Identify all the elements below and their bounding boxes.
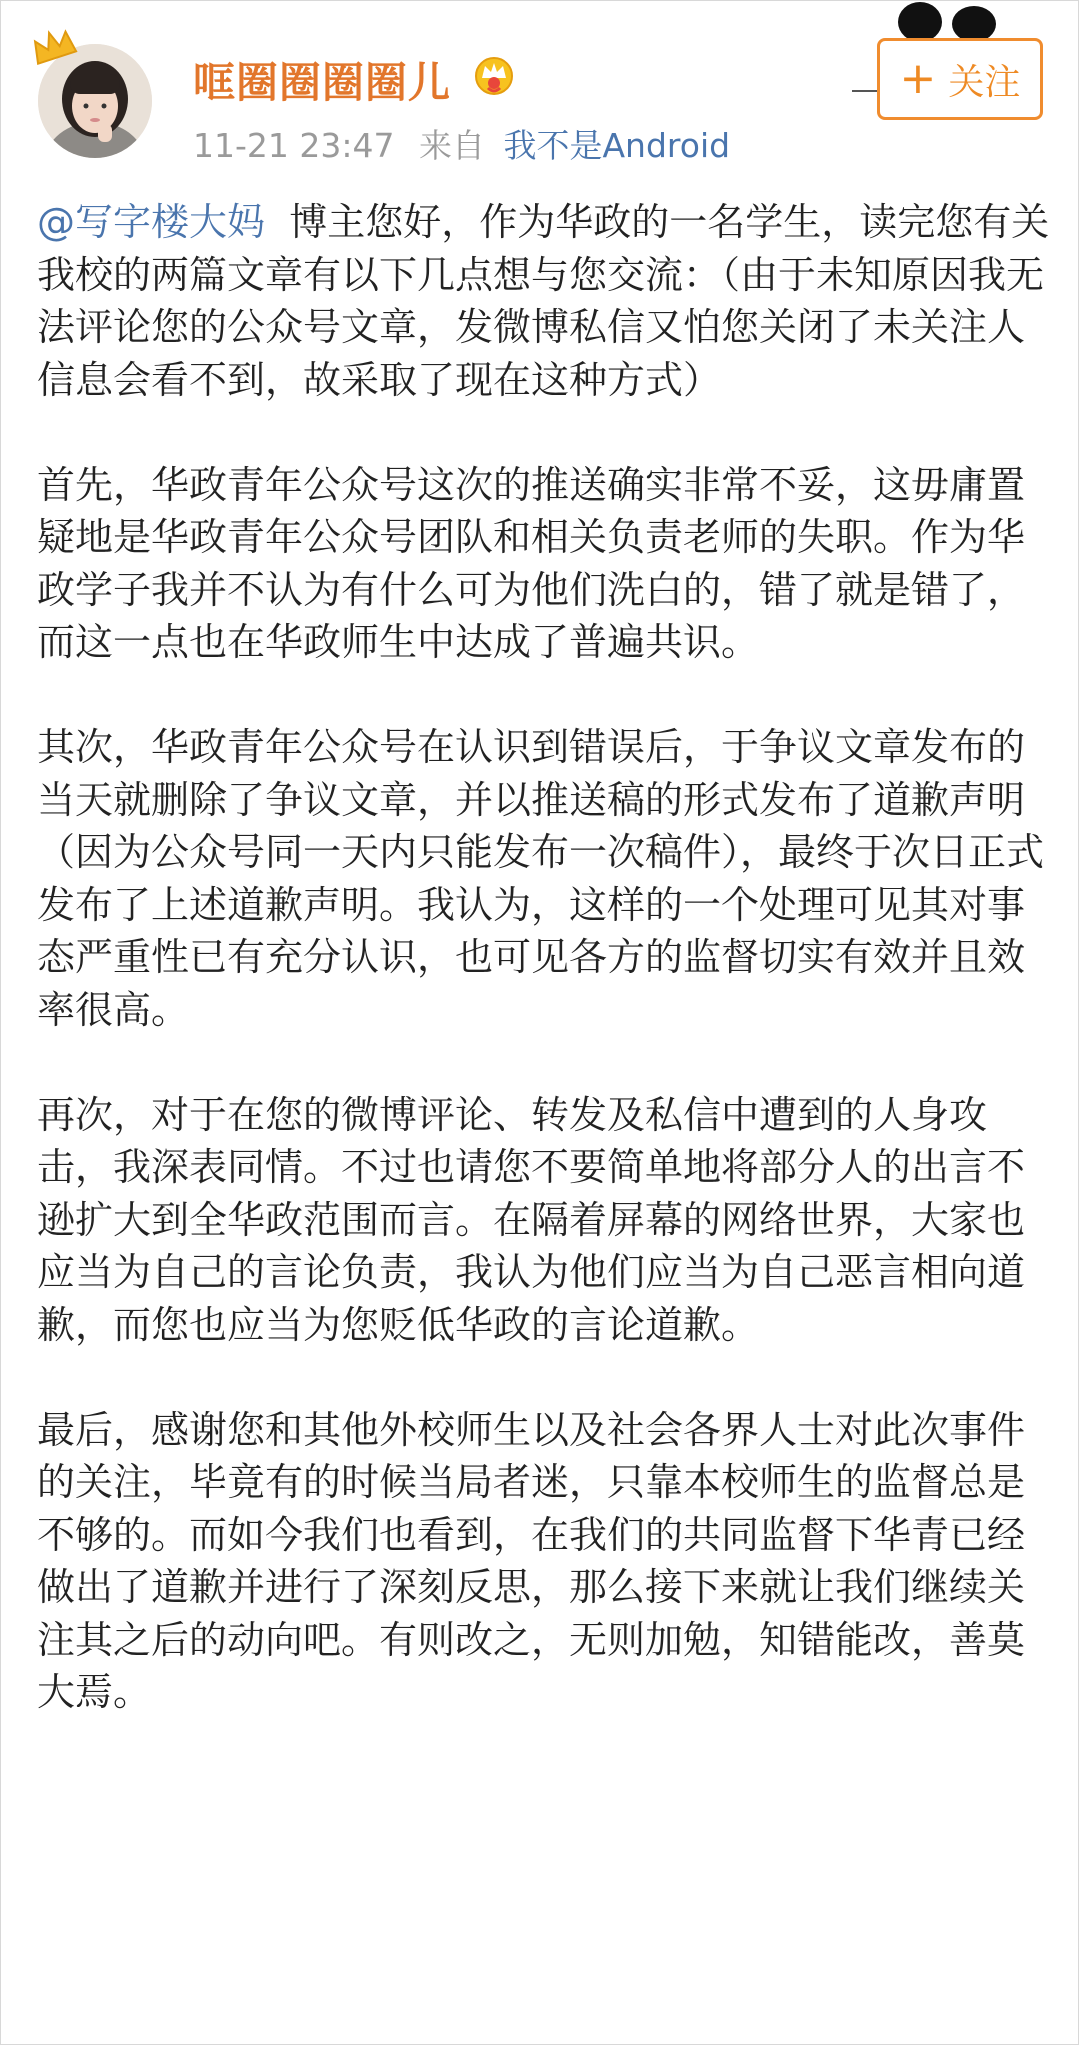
follow-button[interactable] xyxy=(877,38,1043,120)
follow-label: 关注 xyxy=(948,61,1021,103)
post-paragraph-2: 其次，华政青年公众号在认识到错误后，于争议文章发布的当天就删除了争议文章，并以推送稿的形式发布了道歉声明（因为公众号同一天内只能发布一次稿件），最终于次日正式发布了上述道歉声明。我认为，这样的一个处理可见其对事态严重性已有充分认识，也可见各方的监督切实有效并且效率很高。 xyxy=(37,725,1045,1032)
mention-link[interactable]: @写字楼大妈 xyxy=(37,200,266,244)
post-time: 11-21 23:47 xyxy=(193,126,395,165)
post-paragraph-4: 最后，感谢您和其他外校师生以及社会各界人士对此次事件的关注，毕竟有的时候当局者迷，只靠本校师生的监督总是不够的。而如今我们也看到，在我们的共同监督下华青已经做出了道歉并进行了深刻反思，那么接下来就让我们继续关注其之后的动向吧。有则改之，无则加勉，知错能改，善莫大焉。 xyxy=(37,1407,1026,1714)
post-intro xyxy=(37,196,1052,406)
username[interactable]: 哐圈圈圈圈儿 xyxy=(193,58,452,107)
follow-connector-line xyxy=(852,90,878,92)
gold-crown-badge-icon xyxy=(470,52,518,96)
plus-icon: + xyxy=(899,53,937,104)
from-label: 来自 xyxy=(418,126,485,165)
post-body xyxy=(37,196,1052,1719)
post-meta xyxy=(193,120,730,167)
post-intro-text: 博主您好，作为华政的一名学生，读完您有关我校的两篇文章有以下几点想与您交流：（由于未知原因我无法评论您的公众号文章，发微博私信又怕您关闭了未关注人信息会看不到，故采取了现在这种方式） xyxy=(37,200,1050,402)
panda-ears-decoration xyxy=(880,0,1000,40)
crown-icon xyxy=(30,28,78,68)
post-paragraph-1: 首先，华政青年公众号这次的推送确实非常不妥，这毋庸置疑地是华政青年公众号团队和相关负责老师的失职。作为华政学子我并不认为有什么可为他们洗白的，错了就是错了，而这一点也在华政师生中达成了普遍共识。 xyxy=(37,462,1026,664)
avatar-container[interactable] xyxy=(30,28,160,158)
post-paragraph-3: 再次，对于在您的微博评论、转发及私信中遭到的人身攻击，我深表同情。不过也请您不要简单地将部分人的出言不逊扩大到全华政范围而言。在隔着屏幕的网络世界，大家也应当为自己的言论负责，我认为他们应当为自己恶言相向道歉，而您也应当为您贬低华政的言论道歉。 xyxy=(37,1092,1026,1347)
post-source[interactable]: 我不是Android xyxy=(503,126,731,165)
